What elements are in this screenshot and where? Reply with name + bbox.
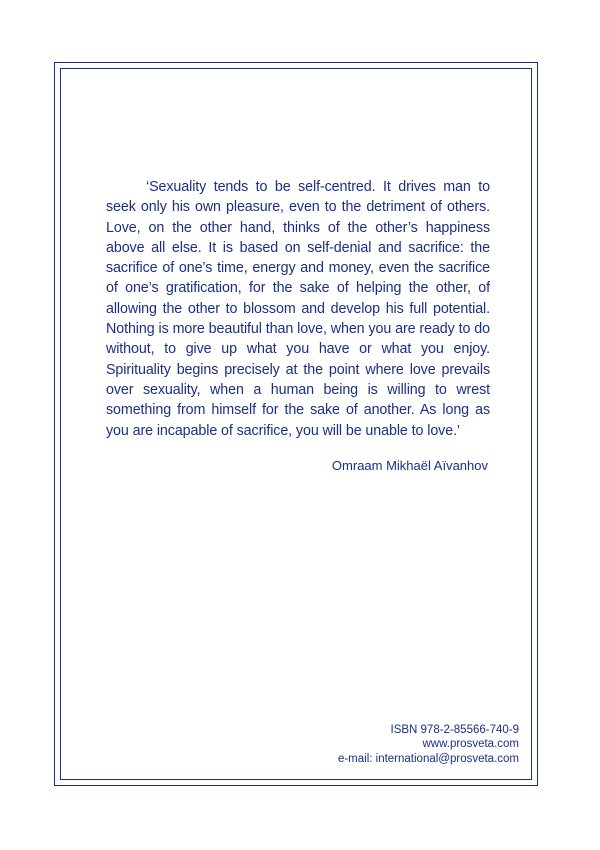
website-text: www.prosveta.com	[422, 738, 519, 751]
email-text: e-mail: international@prosveta.com	[337, 752, 519, 765]
publication-info	[290, 723, 519, 766]
author-name: Omraam Mikhaël Aïvanhov	[331, 458, 488, 473]
isbn-text: ISBN 978-2-85566-740-9	[390, 724, 519, 736]
quote-paragraph: ‘Sexuality tends to be self-centred. It drives man to seek only his own pleasure, even to the detriment of others. Love, on the other hand, thinks of the other’s happiness above all else. It is based on self-denial and sacrifice: the sacrifice of one’s time, energy and money, even the sacrifice of one’s gratification, for the sake of helping the other, of allowing the other to blossom and develop his full potential. Nothing is more beautiful than love, when you are ready to do without, to give up what you have or what you enjoy. Spirituality begins precisely at the point where love prevails over sexuality, when a human being is willing to wrest something from himself for the sake of another. As long as you are incapable of sacrifice, you will be unable to love.’	[106, 179, 490, 439]
